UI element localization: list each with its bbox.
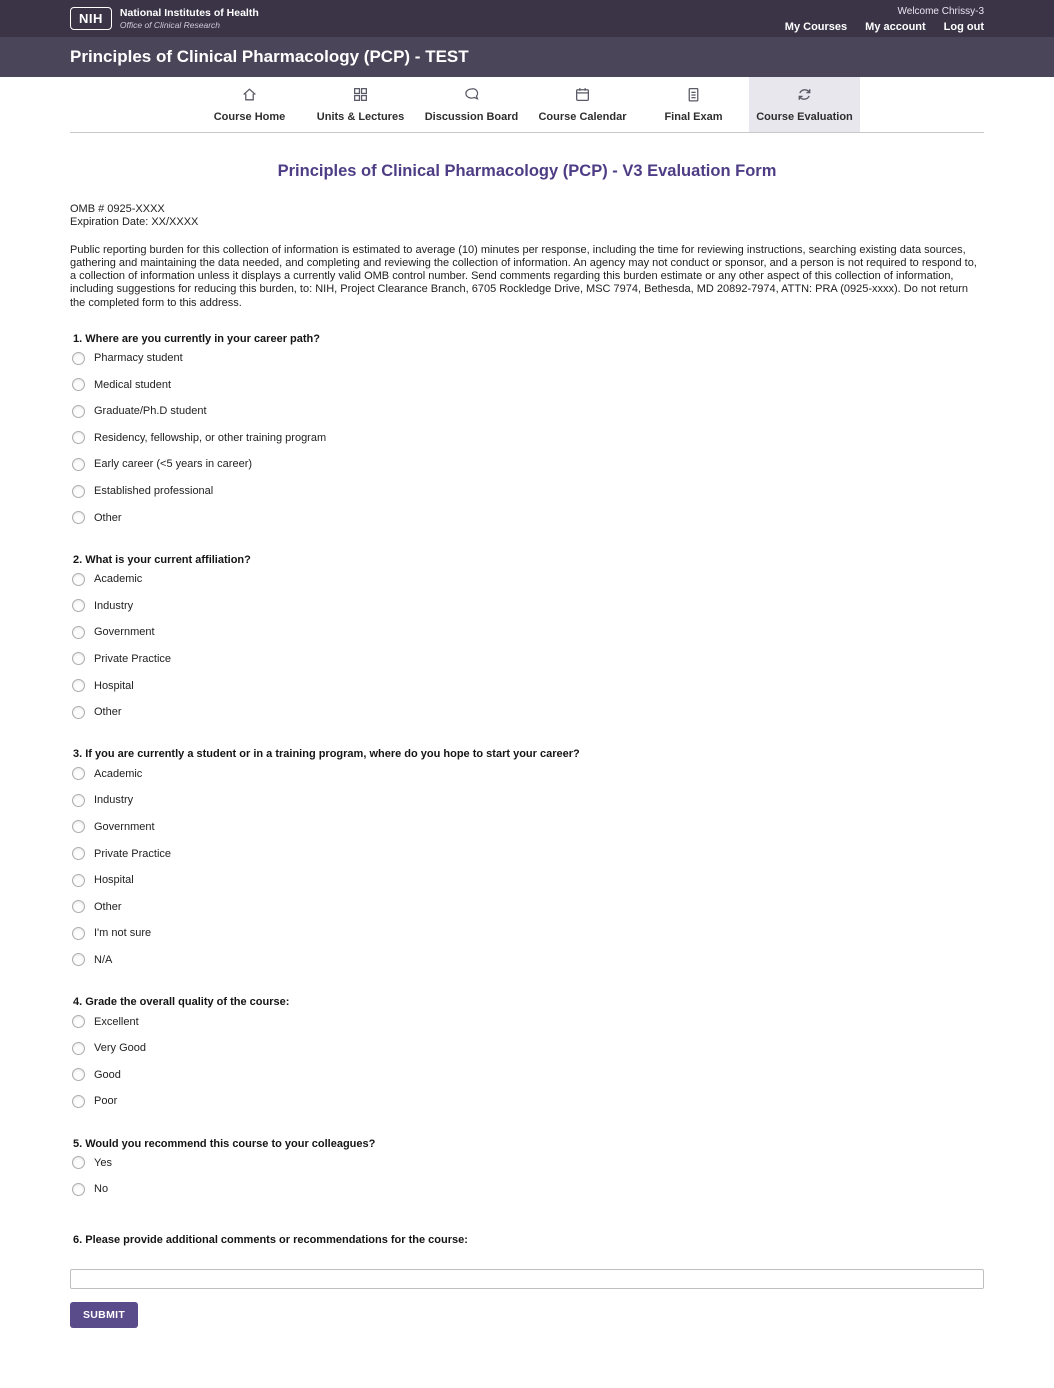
radio-button[interactable] bbox=[72, 1183, 85, 1196]
radio-button[interactable] bbox=[72, 599, 85, 612]
radio-option[interactable] bbox=[72, 425, 326, 452]
radio-button[interactable] bbox=[72, 458, 85, 471]
radio-button[interactable] bbox=[72, 652, 85, 665]
radio-option[interactable] bbox=[72, 920, 151, 947]
radio-button[interactable] bbox=[72, 927, 85, 940]
radio-button[interactable] bbox=[72, 378, 85, 391]
tabs-bar bbox=[70, 77, 984, 133]
radio-button[interactable] bbox=[72, 1095, 85, 1108]
radio-option-label: Excellent bbox=[94, 1015, 139, 1028]
nih-logo[interactable] bbox=[70, 7, 259, 30]
refresh-icon bbox=[796, 86, 813, 103]
question-2 bbox=[70, 554, 984, 726]
site-header bbox=[0, 0, 1054, 37]
radio-option[interactable] bbox=[72, 398, 207, 425]
radio-option[interactable] bbox=[72, 619, 155, 646]
question-1 bbox=[70, 333, 984, 531]
radio-option-label: Private Practice bbox=[94, 652, 172, 665]
radio-button[interactable] bbox=[72, 679, 85, 692]
radio-button[interactable] bbox=[72, 573, 85, 586]
radio-button[interactable] bbox=[72, 431, 85, 444]
radio-button[interactable] bbox=[72, 706, 85, 719]
radio-option[interactable] bbox=[72, 345, 183, 372]
radio-option[interactable] bbox=[72, 1035, 146, 1062]
radio-option-label: Academic bbox=[94, 767, 143, 780]
radio-option-label: Early career (<5 years in career) bbox=[94, 458, 253, 471]
radio-option-label: Graduate/Ph.D student bbox=[94, 405, 207, 418]
link-my-courses[interactable]: My Courses bbox=[784, 21, 848, 33]
tab-label: Final Exam bbox=[664, 111, 723, 123]
radio-button[interactable] bbox=[72, 1068, 85, 1081]
radio-option-label: Government bbox=[94, 626, 155, 639]
evaluation-form bbox=[70, 162, 984, 1388]
radio-button[interactable] bbox=[72, 767, 85, 780]
radio-button[interactable] bbox=[72, 1156, 85, 1169]
radio-option-label: Industry bbox=[94, 599, 134, 612]
radio-option[interactable] bbox=[72, 451, 252, 478]
question-label: 1. Where are you currently in your career path? bbox=[73, 332, 320, 345]
tab-final-exam[interactable] bbox=[638, 77, 749, 132]
radio-option[interactable] bbox=[72, 867, 134, 894]
radio-button[interactable] bbox=[72, 511, 85, 524]
omb-block bbox=[70, 203, 984, 230]
form-title: Principles of Clinical Pharmacology (PCP) - V3 Evaluation Form bbox=[277, 162, 777, 180]
radio-option[interactable] bbox=[72, 840, 171, 867]
nih-logo-text bbox=[120, 7, 259, 30]
tab-label: Units & Lectures bbox=[316, 111, 405, 123]
radio-button[interactable] bbox=[72, 874, 85, 887]
radio-option[interactable] bbox=[72, 760, 142, 787]
question-label: 2. What is your current affiliation? bbox=[73, 553, 251, 566]
calendar-icon bbox=[574, 86, 591, 103]
radio-option-label: N/A bbox=[94, 953, 113, 966]
radio-option[interactable] bbox=[72, 1061, 121, 1088]
tab-label: Course Home bbox=[213, 111, 286, 123]
radio-option-label: Hospital bbox=[94, 874, 134, 887]
radio-option-label: Other bbox=[94, 511, 122, 524]
link-log-out[interactable]: Log out bbox=[943, 21, 984, 33]
radio-button[interactable] bbox=[72, 352, 85, 365]
radio-option[interactable] bbox=[72, 371, 171, 398]
header-right bbox=[785, 4, 984, 33]
radio-option-label: Medical student bbox=[94, 378, 172, 391]
tab-course-home[interactable] bbox=[194, 77, 305, 132]
expiration-date: Expiration Date: XX/XXXX bbox=[70, 216, 199, 229]
radio-option-label: Government bbox=[94, 820, 155, 833]
radio-option[interactable] bbox=[72, 478, 213, 505]
radio-option[interactable] bbox=[72, 787, 133, 814]
home-icon bbox=[241, 86, 258, 103]
comments-question-label: 6. Please provide additional comments or recommendations for the course: bbox=[73, 1233, 468, 1246]
question-label: 4. Grade the overall quality of the course: bbox=[73, 996, 290, 1009]
radio-button[interactable] bbox=[72, 1042, 85, 1055]
tab-course-evaluation[interactable] bbox=[749, 77, 860, 132]
discussion-icon bbox=[463, 86, 480, 103]
header-links bbox=[785, 21, 984, 33]
radio-option[interactable] bbox=[72, 814, 155, 841]
logo-subtitle: Office of Clinical Research bbox=[119, 19, 221, 30]
radio-option[interactable] bbox=[72, 893, 122, 920]
question-3 bbox=[70, 748, 984, 973]
question-label: 5. Would you recommend this course to your colleagues? bbox=[73, 1137, 376, 1150]
radio-button[interactable] bbox=[72, 900, 85, 913]
tab-label: Course Evaluation bbox=[756, 111, 853, 123]
radio-button[interactable] bbox=[72, 485, 85, 498]
nih-logo-mark: NIH bbox=[70, 7, 112, 30]
radio-option[interactable] bbox=[72, 566, 142, 593]
radio-option[interactable] bbox=[72, 1008, 139, 1035]
tab-course-calendar[interactable] bbox=[527, 77, 638, 132]
radio-option-label: Hospital bbox=[94, 679, 134, 692]
radio-option-label: Poor bbox=[94, 1095, 118, 1108]
comments-input[interactable] bbox=[70, 1269, 984, 1289]
radio-option-label: Yes bbox=[94, 1156, 112, 1169]
radio-option[interactable] bbox=[72, 947, 112, 974]
radio-option-label: I'm not sure bbox=[94, 927, 152, 940]
burden-statement: Public reporting burden for this collection of information is estimated to average (10) minutes per response, including the time for reviewing instructions, searching existing data sources, gathering and maintaining the data needed, and completing and reviewing the collection of information. An agency may not conduct or sponsor, and a person is not required to respond to, a collection of information unless it displays a currently valid OMB control number. Send comments regarding this burden estimate or any other aspect of this collection of information, including suggestions for reducing this burden, to: NIH, Project Clearance Branch, 6705 Rockledge Drive, MSC 7974, Bethesda, MD 20892-7974, ATTN: PRA (0925-xxxx). Do not return the completed form to this address. bbox=[70, 243, 977, 309]
radio-option[interactable] bbox=[72, 1150, 112, 1177]
radio-option-label: No bbox=[94, 1183, 109, 1196]
document-icon bbox=[685, 86, 702, 103]
questions-container bbox=[70, 333, 984, 1203]
radio-option[interactable] bbox=[72, 504, 122, 531]
radio-button[interactable] bbox=[72, 405, 85, 418]
omb-number: OMB # 0925-XXXX bbox=[70, 203, 165, 215]
submit-button[interactable]: SUBMIT bbox=[70, 1302, 138, 1328]
radio-option[interactable] bbox=[72, 1088, 117, 1115]
radio-option-label: Very Good bbox=[94, 1042, 146, 1055]
logo-title: National Institutes of Health bbox=[119, 7, 259, 20]
question-5 bbox=[70, 1138, 984, 1203]
welcome-text: Welcome Chrissy-3 bbox=[897, 6, 984, 17]
radio-option-label: Academic bbox=[94, 573, 143, 586]
course-tabs bbox=[70, 77, 984, 132]
question-label: 3. If you are currently a student or in a training program, where do you hope to start your career? bbox=[73, 748, 580, 761]
radio-button[interactable] bbox=[72, 847, 85, 860]
radio-option-label: Residency, fellowship, or other training program bbox=[94, 431, 327, 444]
radio-option-label: Good bbox=[94, 1068, 121, 1081]
grid-icon bbox=[352, 86, 369, 103]
radio-option-label: Other bbox=[94, 706, 122, 719]
radio-button[interactable] bbox=[72, 1015, 85, 1028]
radio-option[interactable] bbox=[72, 593, 133, 620]
radio-button[interactable] bbox=[72, 626, 85, 639]
radio-option[interactable] bbox=[72, 672, 134, 699]
question-4 bbox=[70, 996, 984, 1114]
radio-option[interactable] bbox=[72, 1176, 108, 1203]
radio-option-label: Pharmacy student bbox=[94, 352, 183, 365]
radio-button[interactable] bbox=[72, 953, 85, 966]
radio-option[interactable] bbox=[72, 646, 171, 673]
tab-units-lectures[interactable] bbox=[305, 77, 416, 132]
course-title: Principles of Clinical Pharmacology (PCP) - TEST bbox=[70, 47, 469, 66]
link-my-account[interactable]: My account bbox=[865, 21, 926, 33]
course-title-bar bbox=[0, 37, 1054, 77]
tab-label: Course Calendar bbox=[538, 111, 627, 123]
radio-option-label: Industry bbox=[94, 794, 134, 807]
tab-label: Discussion Board bbox=[424, 111, 519, 123]
radio-option-label: Established professional bbox=[94, 485, 214, 498]
radio-button[interactable] bbox=[72, 820, 85, 833]
radio-option-label: Private Practice bbox=[94, 847, 172, 860]
tab-discussion-board[interactable] bbox=[416, 77, 527, 132]
radio-button[interactable] bbox=[72, 794, 85, 807]
radio-option[interactable] bbox=[72, 699, 122, 726]
radio-option-label: Other bbox=[94, 900, 122, 913]
